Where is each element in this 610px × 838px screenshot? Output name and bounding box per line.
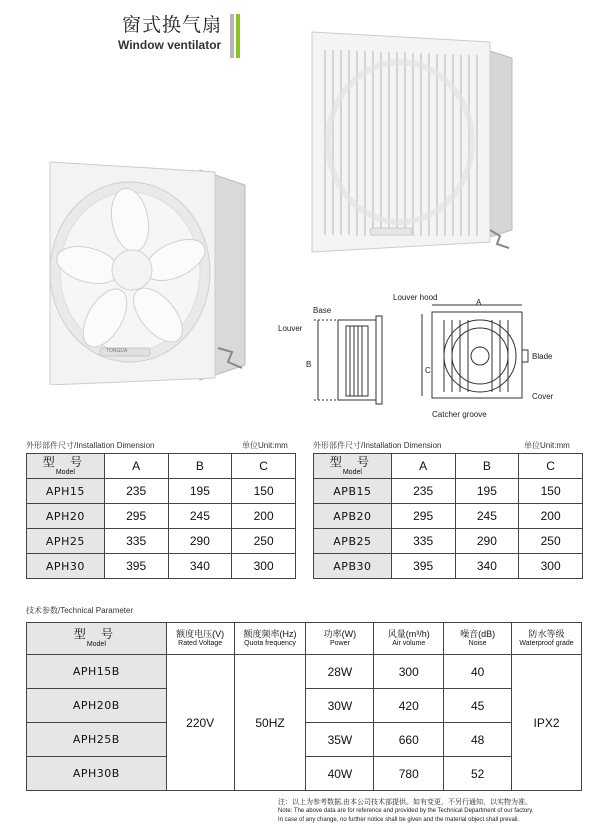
cell-model: APB25 [314,529,392,554]
label-louver-hood: Louver hood [393,293,438,302]
technical-title: 技术参数/Technical Parameter [26,606,134,615]
cell-b: 195 [168,479,232,504]
technical-table [26,622,582,791]
footnote [278,798,604,824]
cell-model: APH30 [27,554,105,579]
cell-model: APB30 [314,554,392,579]
table-header-row [314,454,583,479]
table-row [27,504,296,529]
accent-bar-gray [230,14,234,58]
label-dim-b: B [306,360,312,369]
brand-badge: TONGDA [106,348,128,354]
label-cover: Cover [532,392,554,401]
header-model: 型 号 Model [27,454,105,479]
cell-model: APH25 [27,529,105,554]
cell-noise: 40 [444,655,512,689]
dimension-table-left [26,453,296,579]
cell-a: 295 [391,504,455,529]
header-c: C [519,454,583,479]
header-b: B [455,454,519,479]
accent-bar-green [236,14,240,58]
cell-c: 300 [519,554,583,579]
cell-waterproof: IPX2 [512,655,582,791]
cell-a: 235 [104,479,168,504]
table-row [27,655,582,689]
table-row [27,479,296,504]
label-base: Base [313,306,332,315]
header-a: A [104,454,168,479]
cell-b: 340 [168,554,232,579]
footnote-cn: 注：以上为参考数据,由本公司技术部提供。如有变更，不另行通知，以实物为准。 [278,799,532,806]
footnote-en-2: In case of any change, no further notice shall be given and the material object shall prevail. [278,816,520,823]
installation-diagram [300,300,540,415]
cell-power: 35W [306,723,374,757]
cell-c: 150 [232,479,296,504]
cell-noise: 45 [444,689,512,723]
table-row [314,504,583,529]
cell-model: APB20 [314,504,392,529]
cell-a: 395 [104,554,168,579]
label-catcher-groove: Catcher groove [432,410,487,419]
cell-a: 335 [391,529,455,554]
cell-b: 245 [168,504,232,529]
cell-air-volume: 300 [374,655,444,689]
cell-model: APH20 [27,504,105,529]
table-row [27,554,296,579]
cell-b: 195 [455,479,519,504]
page-header [112,10,242,58]
cell-b: 340 [455,554,519,579]
dimension-title-right: 外形部件尺寸/Installation Dimension [313,441,442,450]
header-power: 功率(W) Power [306,623,374,655]
product-image-fan-louver [290,30,515,260]
footnote-en-1: Note: The above data are for reference and provided by the Technical Department of our factory. [278,808,534,815]
dimension-unit-right: 单位Unit:mm [524,441,570,450]
cell-c: 250 [519,529,583,554]
cell-air-volume: 780 [374,757,444,791]
cell-noise: 52 [444,757,512,791]
label-dim-c: C [425,366,431,375]
cell-c: 300 [232,554,296,579]
cell-a: 335 [104,529,168,554]
product-image-fan-front [40,160,250,385]
header-noise: 噪音(dB) Noise [444,623,512,655]
cell-c: 200 [519,504,583,529]
label-louver: Louver [278,324,303,333]
cell-a: 395 [391,554,455,579]
label-dim-a: A [476,298,482,307]
cell-frequency: 50HZ [234,655,306,791]
cell-noise: 48 [444,723,512,757]
cell-b: 290 [455,529,519,554]
cell-b: 290 [168,529,232,554]
label-blade: Blade [532,352,553,361]
cell-power: 28W [306,655,374,689]
cell-model: APH20B [27,689,167,723]
dimension-title-left: 外形部件尺寸/Installation Dimension [26,441,155,450]
cell-a: 295 [104,504,168,529]
header-waterproof: 防水等级 Waterproof grade [512,623,582,655]
dimension-table-right [313,453,583,579]
header-air-volume: 风量(m³/h) Air volume [374,623,444,655]
cell-model: APH15B [27,655,167,689]
cell-air-volume: 420 [374,689,444,723]
header-frequency: 额度频率(Hz) Quota frequency [234,623,306,655]
cell-c: 200 [232,504,296,529]
header-model: 型 号 Model [314,454,392,479]
cell-c: 250 [232,529,296,554]
cell-a: 235 [391,479,455,504]
header-voltage: 额度电压(V) Rated Voltage [166,623,234,655]
cell-power: 30W [306,689,374,723]
cell-air-volume: 660 [374,723,444,757]
table-row [314,529,583,554]
page-subtitle: Window ventilator [118,38,222,52]
cell-model: APH15 [27,479,105,504]
dimension-unit-left: 单位Unit:mm [242,441,288,450]
header-a: A [391,454,455,479]
cell-c: 150 [519,479,583,504]
table-header-row [27,454,296,479]
cell-model: APH25B [27,723,167,757]
header-model: 型 号 Model [27,623,167,655]
cell-power: 40W [306,757,374,791]
header-b: B [168,454,232,479]
cell-b: 245 [455,504,519,529]
table-row [314,554,583,579]
table-header-row [27,623,582,655]
page-title: 窗式换气扇 [122,15,223,36]
cell-voltage: 220V [166,655,234,791]
table-row [314,479,583,504]
cell-model: APH30B [27,757,167,791]
header-c: C [232,454,296,479]
table-row [27,529,296,554]
cell-model: APB15 [314,479,392,504]
